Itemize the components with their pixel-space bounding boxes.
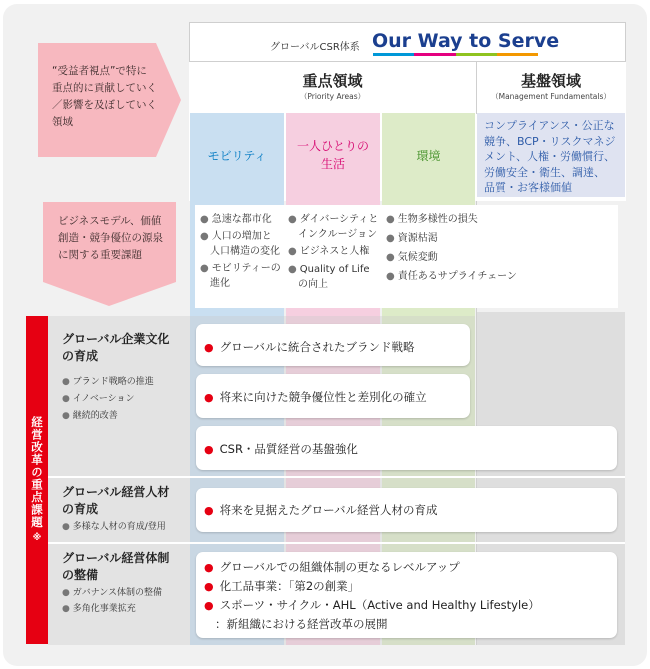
- brand-underline: [373, 53, 538, 56]
- pill-line: ● グローバルでの組織体制の更なるレベルアップ: [204, 560, 460, 574]
- issues-column-mobility: [200, 212, 288, 291]
- fundamentals-text-line: 競争、BCP・リスクマネジ: [484, 134, 616, 148]
- fundamentals-text-line: 労働安全・衛生、調達、: [484, 165, 605, 179]
- priority-areas-header: [190, 70, 475, 102]
- life-label-line: 一人ひとりの: [296, 139, 369, 153]
- life-label: [286, 113, 380, 197]
- mobility-label: [190, 113, 284, 197]
- group-title-line: グローバル経営人材: [62, 485, 170, 499]
- environment-label-line: 環境: [416, 148, 441, 163]
- issues-column-environment: [386, 212, 616, 284]
- fundamentals-subtitle: （Management Fundamentals）: [491, 92, 611, 101]
- business-arrow-text: [58, 213, 176, 264]
- issue-item: ● Quality of Life の向上: [288, 264, 370, 290]
- group-talent: [62, 484, 188, 535]
- priority-areas-title: 重点領域: [302, 72, 363, 90]
- issue-item: ● 急速な都市化: [200, 214, 272, 225]
- fundamentals-text-line: コンプライアンス・公正な: [484, 119, 615, 132]
- reform-note: ※: [32, 532, 42, 544]
- life-label-line: 生活: [320, 157, 345, 171]
- group-title-line: グローバル企業文化: [62, 332, 170, 346]
- brand-underline-seg: [414, 53, 455, 56]
- fundamentals-title: 基盤領域: [520, 72, 581, 90]
- pill-line: ● 将来に向けた競争優位性と差別化の確立: [204, 390, 427, 404]
- brand-underline-seg: [497, 53, 538, 56]
- group-item: ● ガバナンス体制の整備: [62, 588, 162, 598]
- reform-pill: [196, 324, 470, 366]
- arrow-text-line: 重点的に貢献していく: [52, 82, 157, 94]
- brand-underline-seg: [456, 53, 497, 56]
- issue-item: ● モビリティーの 進化: [200, 263, 281, 289]
- issues-column-life: [288, 212, 384, 292]
- header-bar: [189, 22, 626, 62]
- arrow-text-line: ／影響を及ぼしていく: [52, 99, 157, 111]
- issue-item: ● 人口の増加と 人口構造の変化: [200, 231, 280, 257]
- pill-line: ● グローバルに統合されたブランド戦略: [204, 340, 415, 354]
- priority-areas-subtitle: （Priority Areas）: [299, 92, 366, 101]
- header-small-label: グローバルCSR体系: [270, 42, 360, 53]
- mobility-label-line: モビリティ: [207, 148, 267, 163]
- group-item: ● ブランド戦略の推進: [62, 377, 154, 387]
- brand-underline-seg: [373, 53, 414, 56]
- group-culture: [62, 331, 188, 424]
- brand-title: Our Way to Serve: [372, 30, 560, 52]
- pill-line: ：新組織における経営改革の展開: [215, 617, 388, 631]
- arrow-text-line: に関する重要課題: [58, 249, 142, 261]
- reform-pill: [196, 488, 617, 532]
- fundamentals-header: [477, 70, 625, 102]
- management-reform-label: 経営改革の重点課題 ※: [26, 316, 48, 644]
- issue-item: ● ダイバーシティと インクルージョン: [288, 214, 379, 240]
- group-structure: [62, 550, 188, 617]
- group-title-line: の育成: [62, 502, 99, 516]
- arrow-text-line: ビジネスモデル、価値: [58, 215, 162, 227]
- reform-pill: [196, 426, 617, 470]
- issue-item: ● 資源枯渇: [386, 233, 438, 244]
- environment-label: [382, 113, 475, 197]
- reform-pill: [196, 374, 470, 418]
- fundamentals-text: [484, 118, 624, 196]
- stakeholder-arrow-text: [52, 63, 172, 131]
- pill-line: ● 将来を見据えたグローバル経営人材の育成: [204, 503, 438, 517]
- issue-item: ● 責任あるサプライチェーン: [386, 271, 517, 282]
- group-item: ● 多様な人材の育成/登用: [62, 522, 166, 532]
- group-item: ● 多角化事業拡充: [62, 604, 136, 614]
- arrow-text-line: “受益者視点”で特に: [52, 65, 147, 77]
- group-item: ● イノベーション: [62, 394, 135, 404]
- fundamentals-text-line: メント、人権・労働慣行、: [484, 150, 616, 164]
- pill-line: ● CSR・品質経営の基盤強化: [204, 442, 358, 456]
- issue-item: ● ビジネスと人権: [288, 246, 370, 257]
- issue-item: ● 気候変動: [386, 252, 438, 263]
- reform-pill: [196, 552, 617, 638]
- group-item: ● 継続的改善: [62, 411, 118, 421]
- issue-item: ● 生物多様性の損失: [386, 214, 478, 225]
- group-title-line: の整備: [62, 568, 99, 582]
- fundamentals-text-line: 品質・お客様価値: [484, 181, 572, 195]
- arrow-text-line: 創造・競争優位の源泉: [58, 232, 163, 244]
- group-separator: [48, 542, 625, 544]
- arrow-text-line: 領域: [52, 116, 73, 128]
- pill-line: ● 化工品事業：「第2の創業」: [204, 579, 360, 593]
- group-separator: [48, 476, 625, 478]
- pill-line: ● スポーツ・サイクル・AHL（Active and Healthy Lifestyle）: [204, 598, 540, 612]
- group-title-line: の育成: [62, 349, 99, 363]
- group-title-line: グローバル経営体制: [62, 551, 170, 565]
